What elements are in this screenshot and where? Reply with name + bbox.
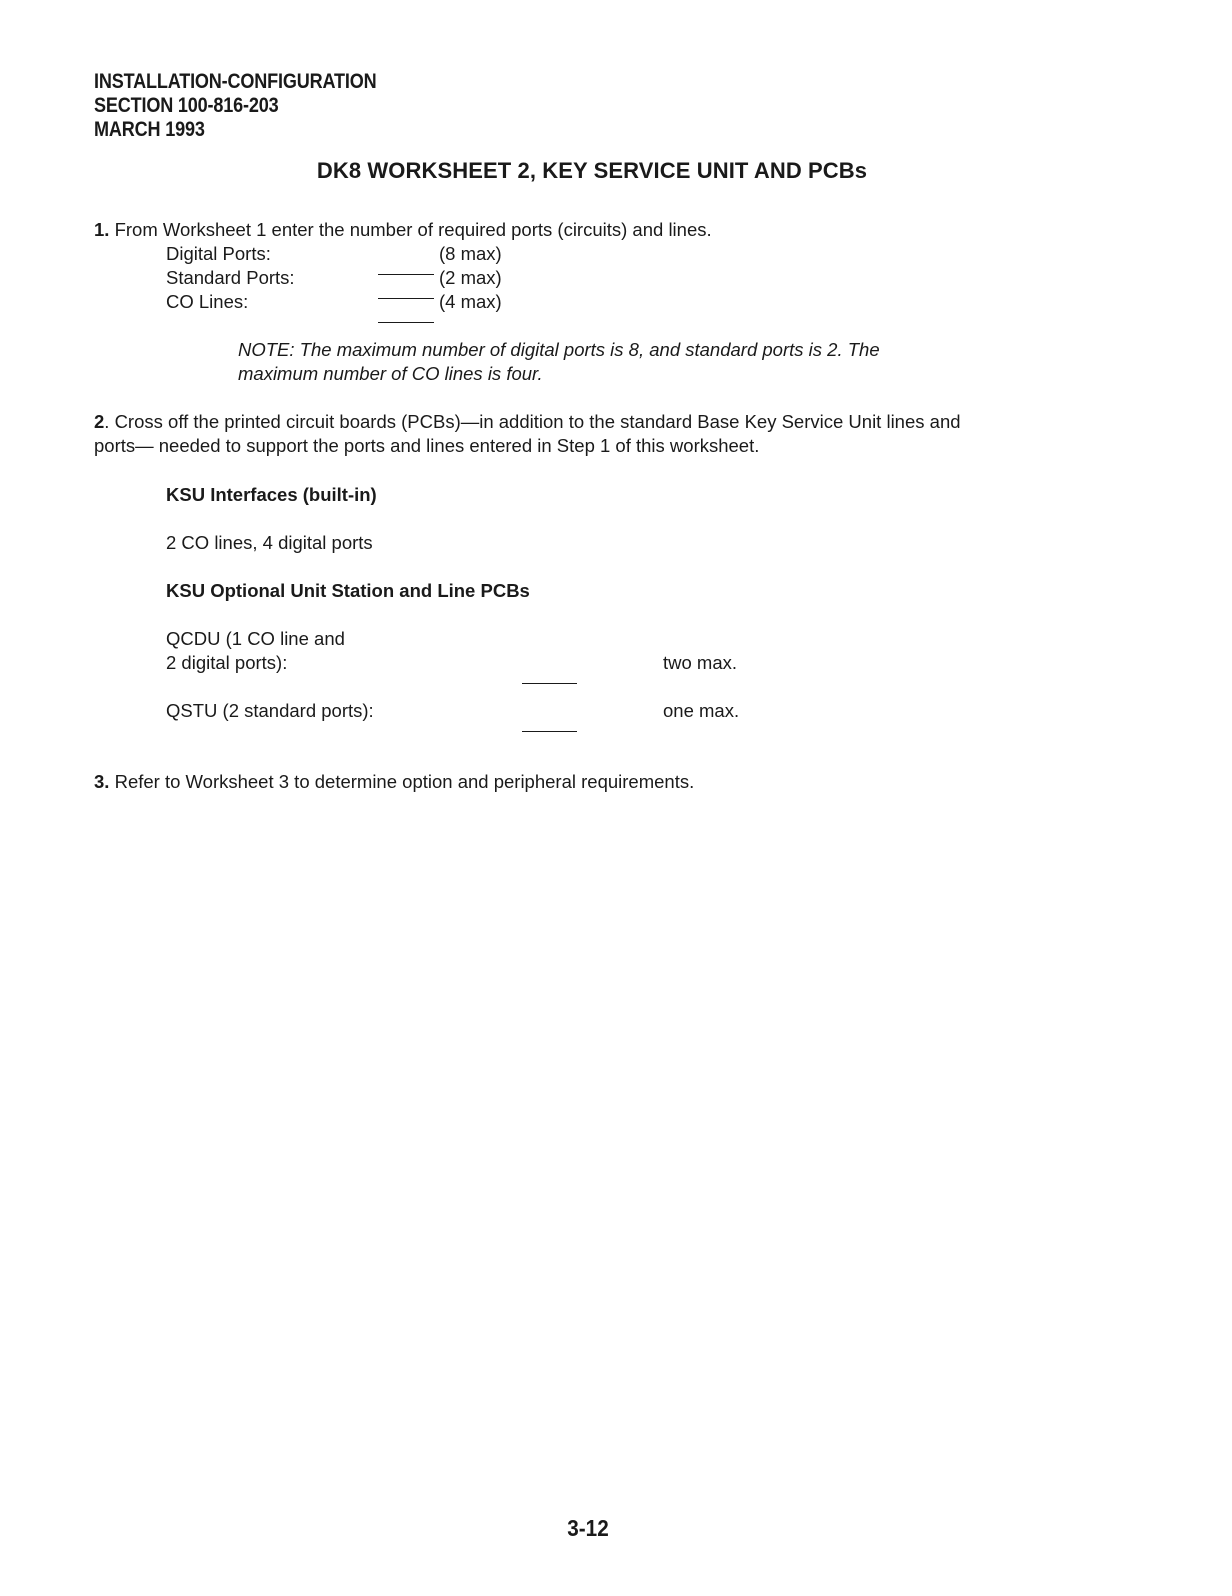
header-section: SECTION 100-816-203 [94,94,279,117]
qstu-blank[interactable] [522,719,577,737]
step2-number: 2 [94,411,105,432]
qcdu-label-line2: 2 digital ports): [166,652,288,673]
co-lines-limit: (4 max) [439,291,502,312]
step2-text-line1: . Cross off the printed circuit boards (PCBs)—in addition to the standard Base Key Service Unit lines and [104,411,961,432]
note-line-2: maximum number of CO lines is four. [238,363,543,384]
step1-number: 1. [94,219,110,240]
qstu-label: QSTU (2 standard ports): [166,700,374,721]
ksu-optional-heading: KSU Optional Unit Station and Line PCBs [166,580,530,601]
header-date: MARCH 1993 [94,118,205,141]
co-lines-blank[interactable] [378,310,434,328]
qstu-max: one max. [663,700,740,721]
digital-ports-label: Digital Ports: [166,243,271,264]
step3-instruction [94,770,694,794]
step1-text: From Worksheet 1 enter the number of required ports (circuits) and lines. [114,219,712,240]
digital-ports-limit: (8 max) [439,243,502,264]
standard-ports-blank[interactable] [378,286,434,304]
note-line-1: NOTE: The maximum number of digital ports is 8, and standard ports is 2. The [238,339,880,360]
co-lines-label: CO Lines: [166,291,249,312]
page-number: 3-12 [567,1515,609,1541]
header-doc-type: INSTALLATION-CONFIGURATION [94,70,377,93]
step2-instruction-line1 [94,410,961,434]
step1-instruction [94,218,712,242]
step2-instruction-line2: ports— needed to support the ports and lines entered in Step 1 of this worksheet. [94,435,760,456]
step3-number: 3. [94,771,110,792]
qcdu-max: two max. [663,652,738,673]
qcdu-blank[interactable] [522,671,577,689]
ksu-interfaces-heading: KSU Interfaces (built-in) [166,484,377,505]
step3-text: Refer to Worksheet 3 to determine option and peripheral requirements. [114,771,695,792]
ksu-interfaces-text: 2 CO lines, 4 digital ports [166,532,373,553]
page-title: DK8 WORKSHEET 2, KEY SERVICE UNIT AND PCBs [316,158,868,183]
standard-ports-label: Standard Ports: [166,267,295,288]
digital-ports-blank[interactable] [378,262,434,280]
standard-ports-limit: (2 max) [439,267,502,288]
qcdu-label-line1: QCDU (1 CO line and [166,628,345,649]
